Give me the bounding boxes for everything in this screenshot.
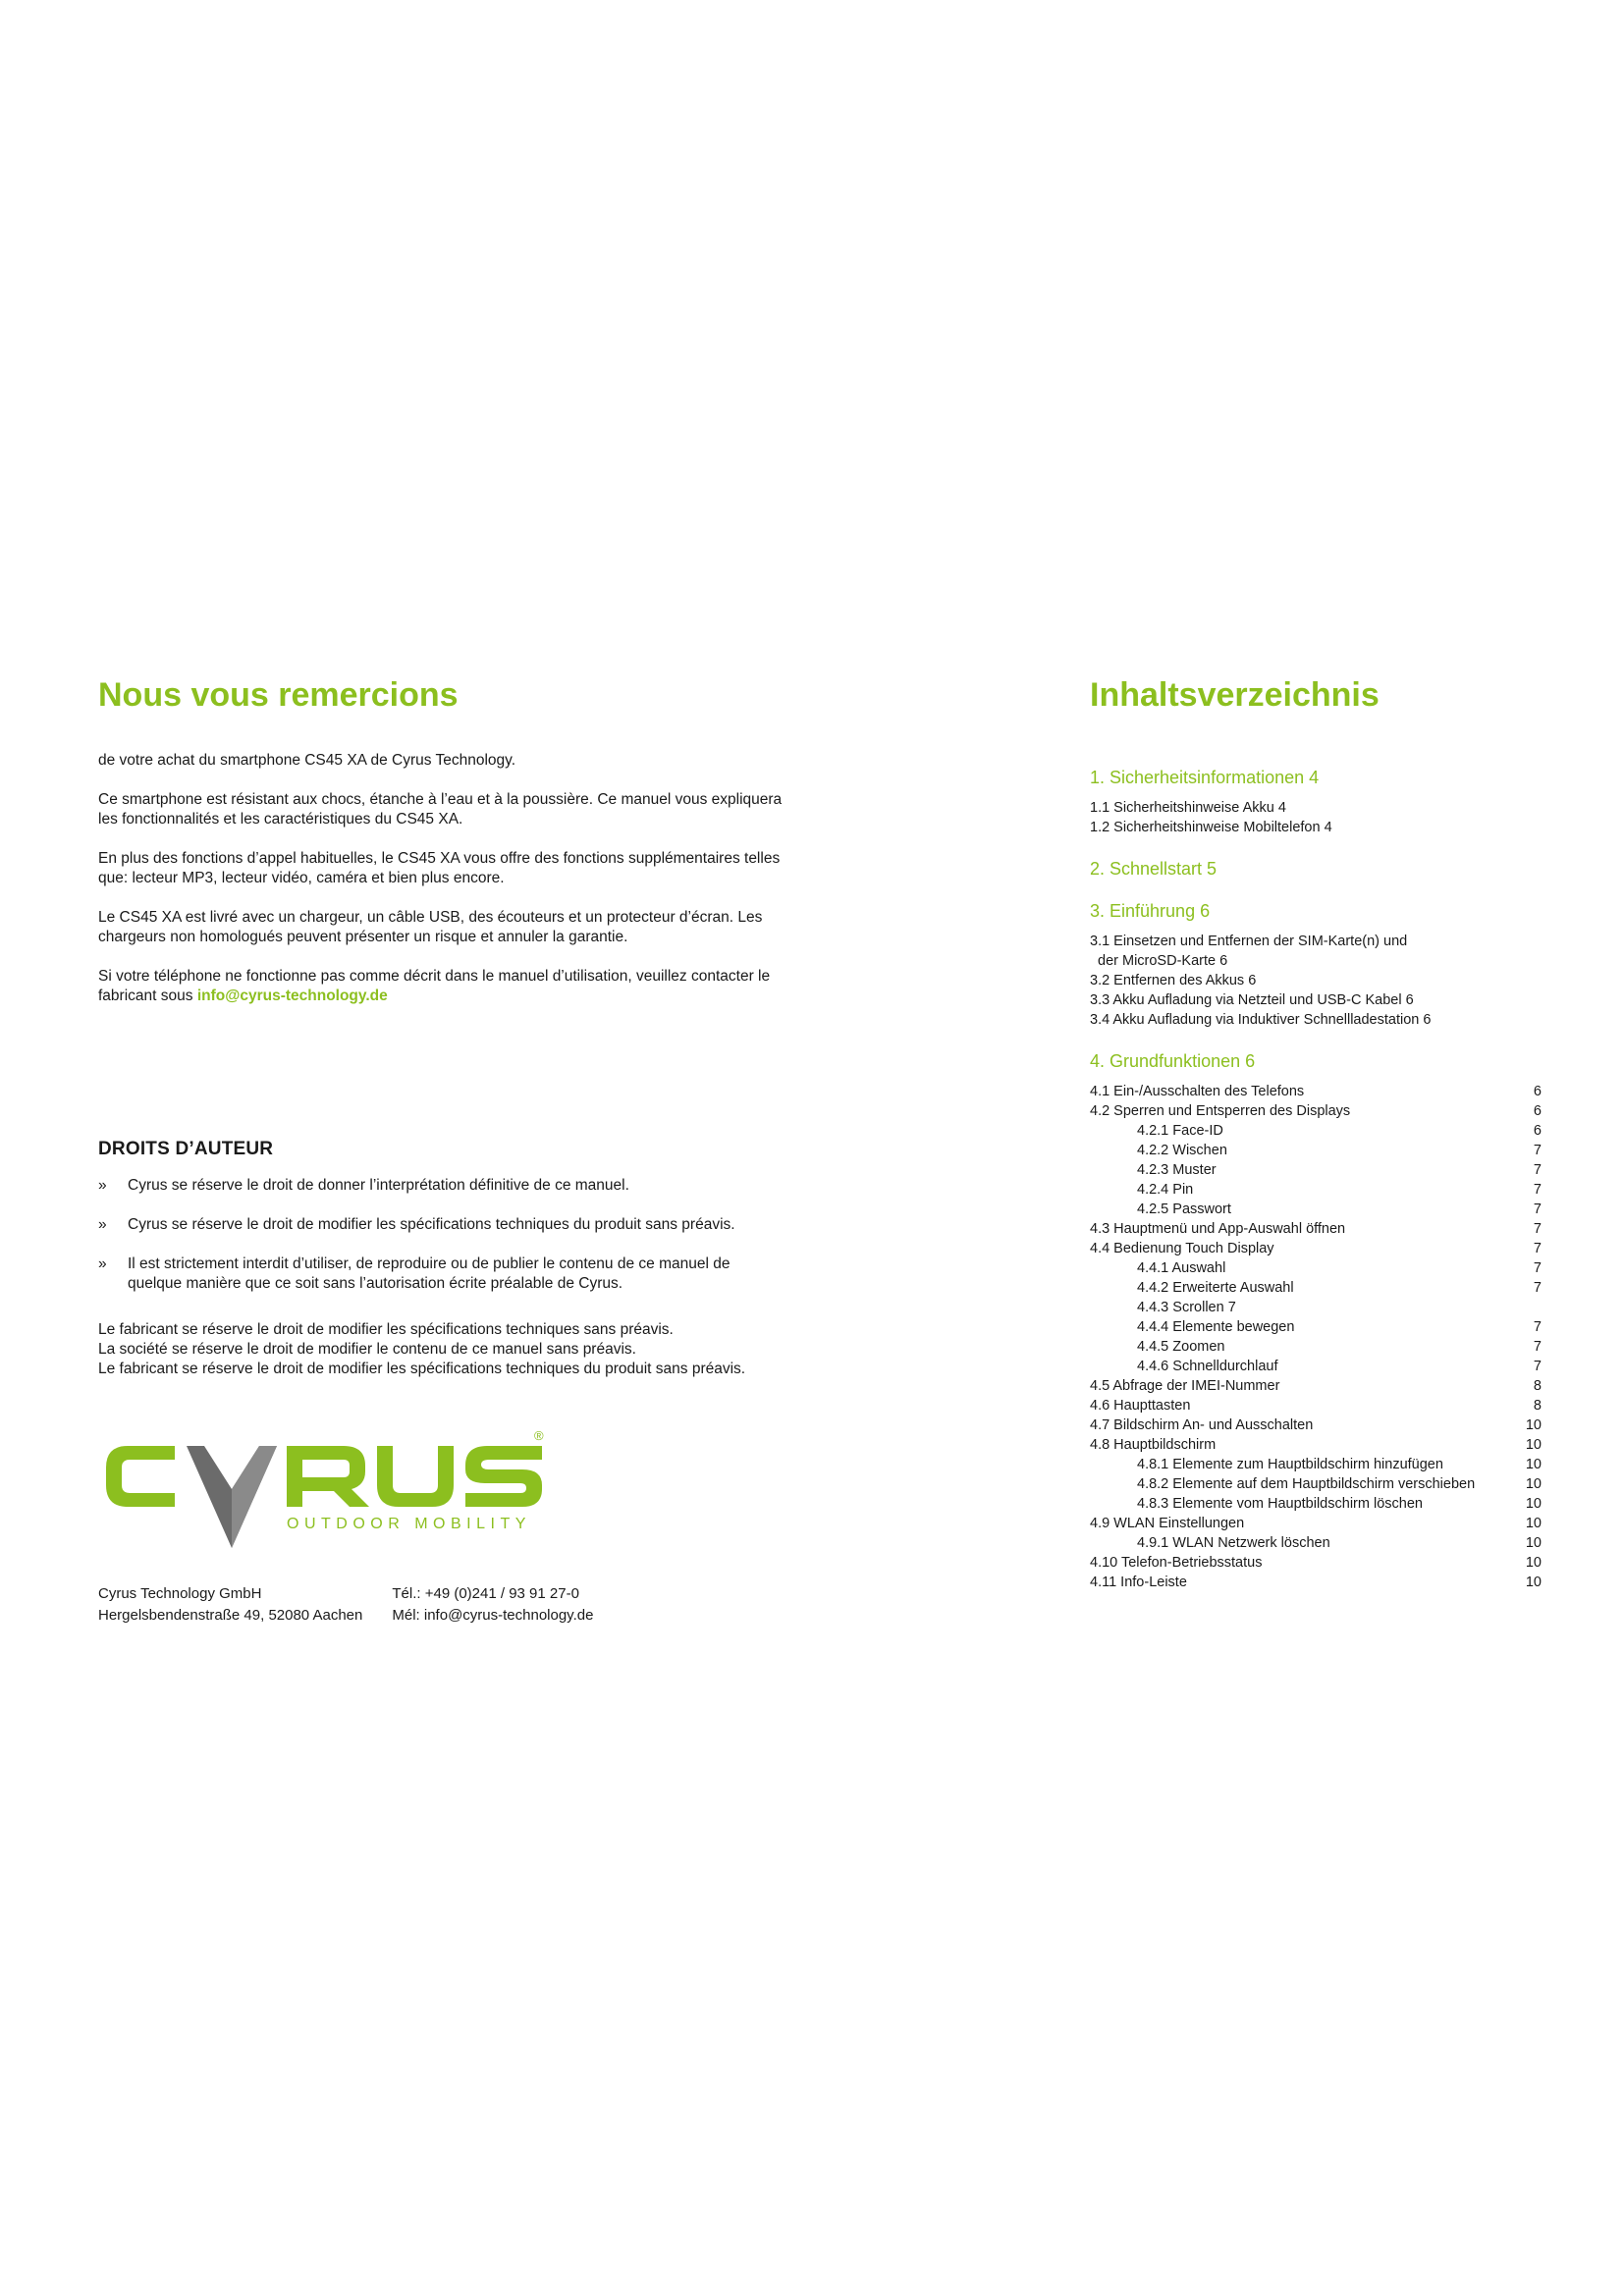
list-item-text: Cyrus se réserve le droit de modifier les spécifications techniques du produit sans préavis. [128,1216,735,1233]
company-name: Cyrus Technology GmbH [98,1585,262,1602]
bullet-icon: » [98,1216,107,1233]
intro-paragraph: de votre achat du smartphone CS45 XA de Cyrus Technology. [98,752,516,770]
toc-page-number: 8 [1533,1398,1542,1415]
toc-entry-label: 4.1 Ein-/Ausschalten des Telefons [1090,1084,1305,1100]
toc-entry[interactable] [1090,1121,1542,1141]
toc-entry-label: 4.4.3 Scrollen 7 [1137,1300,1236,1316]
toc-section-2 [1090,859,1542,880]
toc-page-number: 10 [1525,1417,1542,1434]
intro-paragraph: Le CS45 XA est livré avec un chargeur, un câble USB, des écouteurs et un protecteur d’écran. Les chargeurs non homologués peuvent présenter un risque et annuler la garantie. [98,909,763,946]
logo-letter-u [377,1446,454,1507]
note-line: Le fabricant se réserve le droit de modifier les spécifications techniques du produit sans préavis. [98,1361,746,1377]
company-phone: Tél.: +49 (0)241 / 93 91 27-0 [392,1585,579,1602]
toc-page-number: 7 [1533,1339,1542,1356]
toc-page-number: 10 [1525,1575,1542,1591]
toc-entry[interactable] [1090,1101,1542,1121]
toc-entry[interactable] [1090,1082,1542,1101]
toc-entry[interactable] [1090,1533,1542,1553]
table-of-contents [1090,768,1542,1592]
intro-text [98,751,785,1006]
toc-entry[interactable] [1090,1376,1542,1396]
toc-entry[interactable]: 1.1 Sicherheitshinweise Akku 4 [1090,800,1286,817]
toc-page-number: 7 [1533,1280,1542,1297]
bullet-icon: » [98,1255,107,1272]
toc-heading[interactable]: 2. Schnellstart 5 [1090,859,1218,880]
logo-letter-c [106,1446,175,1507]
toc-entry[interactable] [1090,1494,1542,1514]
copyright-list [98,1176,785,1313]
toc-entry[interactable]: 1.2 Sicherheitshinweise Mobiltelefon 4 [1090,820,1332,836]
company-street: Hergelsbendenstraße 49, 52080 Aachen [98,1607,363,1624]
toc-entry[interactable]: 3.2 Entfernen des Akkus 6 [1090,973,1257,989]
toc-section-4 [1090,1051,1542,1592]
contact-paragraph [98,967,785,1006]
toc-entry-label: 4.9 WLAN Einstellungen [1090,1516,1245,1532]
intro-paragraph: En plus des fonctions d’appel habituelles, le CS45 XA vous offre des fonctions supplémentaires telles que: lecteur MP3, lecteur vidéo, caméra et bien plus encore. [98,850,781,887]
toc-page-number: 6 [1533,1123,1542,1140]
toc-page-number: 6 [1533,1084,1542,1100]
toc-page-number: 10 [1525,1457,1542,1473]
toc-entry[interactable] [1090,1553,1542,1573]
toc-page-number: 8 [1533,1378,1542,1395]
toc-page-number: 10 [1525,1535,1542,1552]
toc-entry-label: 4.6 Haupttasten [1090,1398,1191,1415]
company-mail: Mél: info@cyrus-technology.de [392,1607,594,1624]
list-item-text: Cyrus se réserve le droit de donner l’interprétation définitive de ce manuel. [128,1177,629,1194]
right-page [1090,677,1542,1614]
toc-entry-label: 4.4 Bedienung Touch Display [1090,1241,1274,1257]
toc-page-number: 7 [1533,1162,1542,1179]
toc-entry[interactable] [1090,1455,1542,1474]
toc-page-number: 10 [1525,1555,1542,1572]
toc-entry-label: 4.8.3 Elemente vom Hauptbildschirm löschen [1137,1496,1423,1513]
toc-heading[interactable]: 1. Sicherheitsinformationen 4 [1090,768,1320,788]
toc-entry[interactable] [1090,1219,1542,1239]
toc-page-number: 7 [1533,1143,1542,1159]
toc-entry[interactable] [1090,1180,1542,1200]
toc-page-number: 10 [1525,1496,1542,1513]
toc-page-number [1528,1298,1542,1317]
toc-entry[interactable] [1090,1396,1542,1415]
toc-page-number: 7 [1533,1241,1542,1257]
address-column [98,1583,362,1627]
toc-entry-label: 4.9.1 WLAN Netzwerk löschen [1137,1535,1330,1552]
toc-entry[interactable]: 3.3 Akku Aufladung via Netzteil und USB-C Kabel 6 [1090,992,1414,1009]
toc-entry-label: 4.8.2 Elemente auf dem Hauptbildschirm verschieben [1137,1476,1476,1493]
toc-entry-label: 4.2.1 Face-ID [1137,1123,1223,1140]
list-item [98,1176,785,1196]
toc-entry[interactable]: 3.1 Einsetzen und Entfernen der SIM-Karte(n) und [1090,934,1408,950]
contact-text: Si votre téléphone ne fonctionne pas comme décrit dans le manuel d’utilisation, veuillez contacter le fabricant sous [98,968,771,1005]
toc-entry-label: 4.4.5 Zoomen [1137,1339,1225,1356]
contact-email-link[interactable]: info@cyrus-technology.de [196,988,388,1005]
copyright-heading: DROITS D’AUTEUR [98,1139,274,1159]
toc-page-number: 10 [1525,1437,1542,1454]
list-item [98,1255,785,1294]
toc-section-3 [1090,901,1542,1030]
disclaimer-notes [98,1320,745,1379]
toc-entry[interactable] [1090,1298,1542,1317]
toc-page-number: 10 [1525,1476,1542,1493]
list-item-text: Il est strictement interdit d’utiliser, de reproduire ou de publier le contenu de ce manuel de quelque manière que ce soit sans l’autorisation écrite préalable de Cyrus. [128,1255,731,1292]
toc-page-number: 7 [1533,1182,1542,1199]
contact-column [392,1583,593,1627]
left-page [98,676,785,1624]
toc-entry[interactable] [1090,1415,1542,1435]
toc-entry[interactable] [1090,1160,1542,1180]
toc-entry-label: 4.8 Hauptbildschirm [1090,1437,1217,1454]
toc-page-number: 10 [1525,1516,1542,1532]
toc-entry-label: 4.4.1 Auswahl [1137,1260,1226,1277]
registered-mark: ® [534,1428,544,1443]
toc-entry[interactable] [1090,1514,1542,1533]
toc-entry-label: 4.11 Info-Leiste [1090,1575,1187,1591]
toc-heading[interactable]: 4. Grundfunktionen 6 [1090,1051,1256,1072]
toc-entry[interactable] [1090,1278,1542,1298]
toc-entry-label: 4.4.4 Elemente bewegen [1137,1319,1295,1336]
toc-page-number: 7 [1533,1359,1542,1375]
toc-entry-label: 4.4.6 Schnelldurchlauf [1137,1359,1278,1375]
toc-entry[interactable] [1090,1357,1542,1376]
toc-entry[interactable] [1090,1474,1542,1494]
intro-paragraph: Ce smartphone est résistant aux chocs, étanche à l’eau et à la poussière. Ce manuel vous expliquera les fonctionnalités et les caractéristiques du CS45 XA. [98,791,783,828]
page-title-toc: Inhaltsverzeichnis [1090,676,1380,714]
toc-page-number: 7 [1533,1260,1542,1277]
toc-entry-label: 4.7 Bildschirm An- und Ausschalten [1090,1417,1314,1434]
note-line: La société se réserve le droit de modifier le contenu de ce manuel sans préavis. [98,1341,636,1358]
company-address [98,1583,593,1627]
toc-entry-label: 4.5 Abfrage der IMEI-Nummer [1090,1378,1280,1395]
toc-entry[interactable] [1090,1200,1542,1219]
logo-letter-r [287,1446,369,1507]
toc-entry-label: 4.2.3 Muster [1137,1162,1217,1179]
toc-heading[interactable]: 3. Einführung 6 [1090,901,1211,922]
toc-entry-label: 4.10 Telefon-Betriebsstatus [1090,1555,1263,1572]
page-title-thanks: Nous vous remercions [98,676,459,714]
logo-tagline: OUTDOOR MOBILITY [287,1516,531,1532]
toc-page-number: 6 [1533,1103,1542,1120]
toc-entry[interactable] [1090,1337,1542,1357]
toc-page-number: 7 [1533,1221,1542,1238]
toc-page-number: 7 [1533,1201,1542,1218]
cyrus-logo [98,1428,550,1556]
toc-entry-label: 4.2.4 Pin [1137,1182,1194,1199]
toc-entry[interactable]: 3.4 Akku Aufladung via Induktiver Schnellladestation 6 [1090,1012,1432,1029]
toc-entries [1090,1082,1542,1592]
toc-entry[interactable]: der MicroSD-Karte 6 [1098,953,1228,970]
toc-entry-label: 4.4.2 Erweiterte Auswahl [1137,1280,1294,1297]
toc-entry-label: 4.2 Sperren und Entsperren des Displays [1090,1103,1351,1120]
toc-entry[interactable] [1090,1141,1542,1160]
toc-entry-label: 4.2.5 Passwort [1137,1201,1231,1218]
toc-entry[interactable] [1090,1573,1542,1592]
toc-page-number: 7 [1533,1319,1542,1336]
toc-entry-label: 4.2.2 Wischen [1137,1143,1227,1159]
logo-letter-s [465,1446,542,1507]
toc-entry-label: 4.3 Hauptmenü und App-Auswahl öffnen [1090,1221,1346,1238]
toc-entry-label: 4.8.1 Elemente zum Hauptbildschirm hinzufügen [1137,1457,1443,1473]
list-item [98,1215,785,1235]
toc-section-1 [1090,768,1542,837]
toc-entry[interactable] [1090,1258,1542,1278]
toc-entry[interactable] [1090,1317,1542,1337]
note-line: Le fabricant se réserve le droit de modifier les spécifications techniques sans préavis. [98,1321,674,1338]
bullet-icon: » [98,1177,107,1194]
toc-entry[interactable] [1090,1239,1542,1258]
toc-entry[interactable] [1090,1435,1542,1455]
